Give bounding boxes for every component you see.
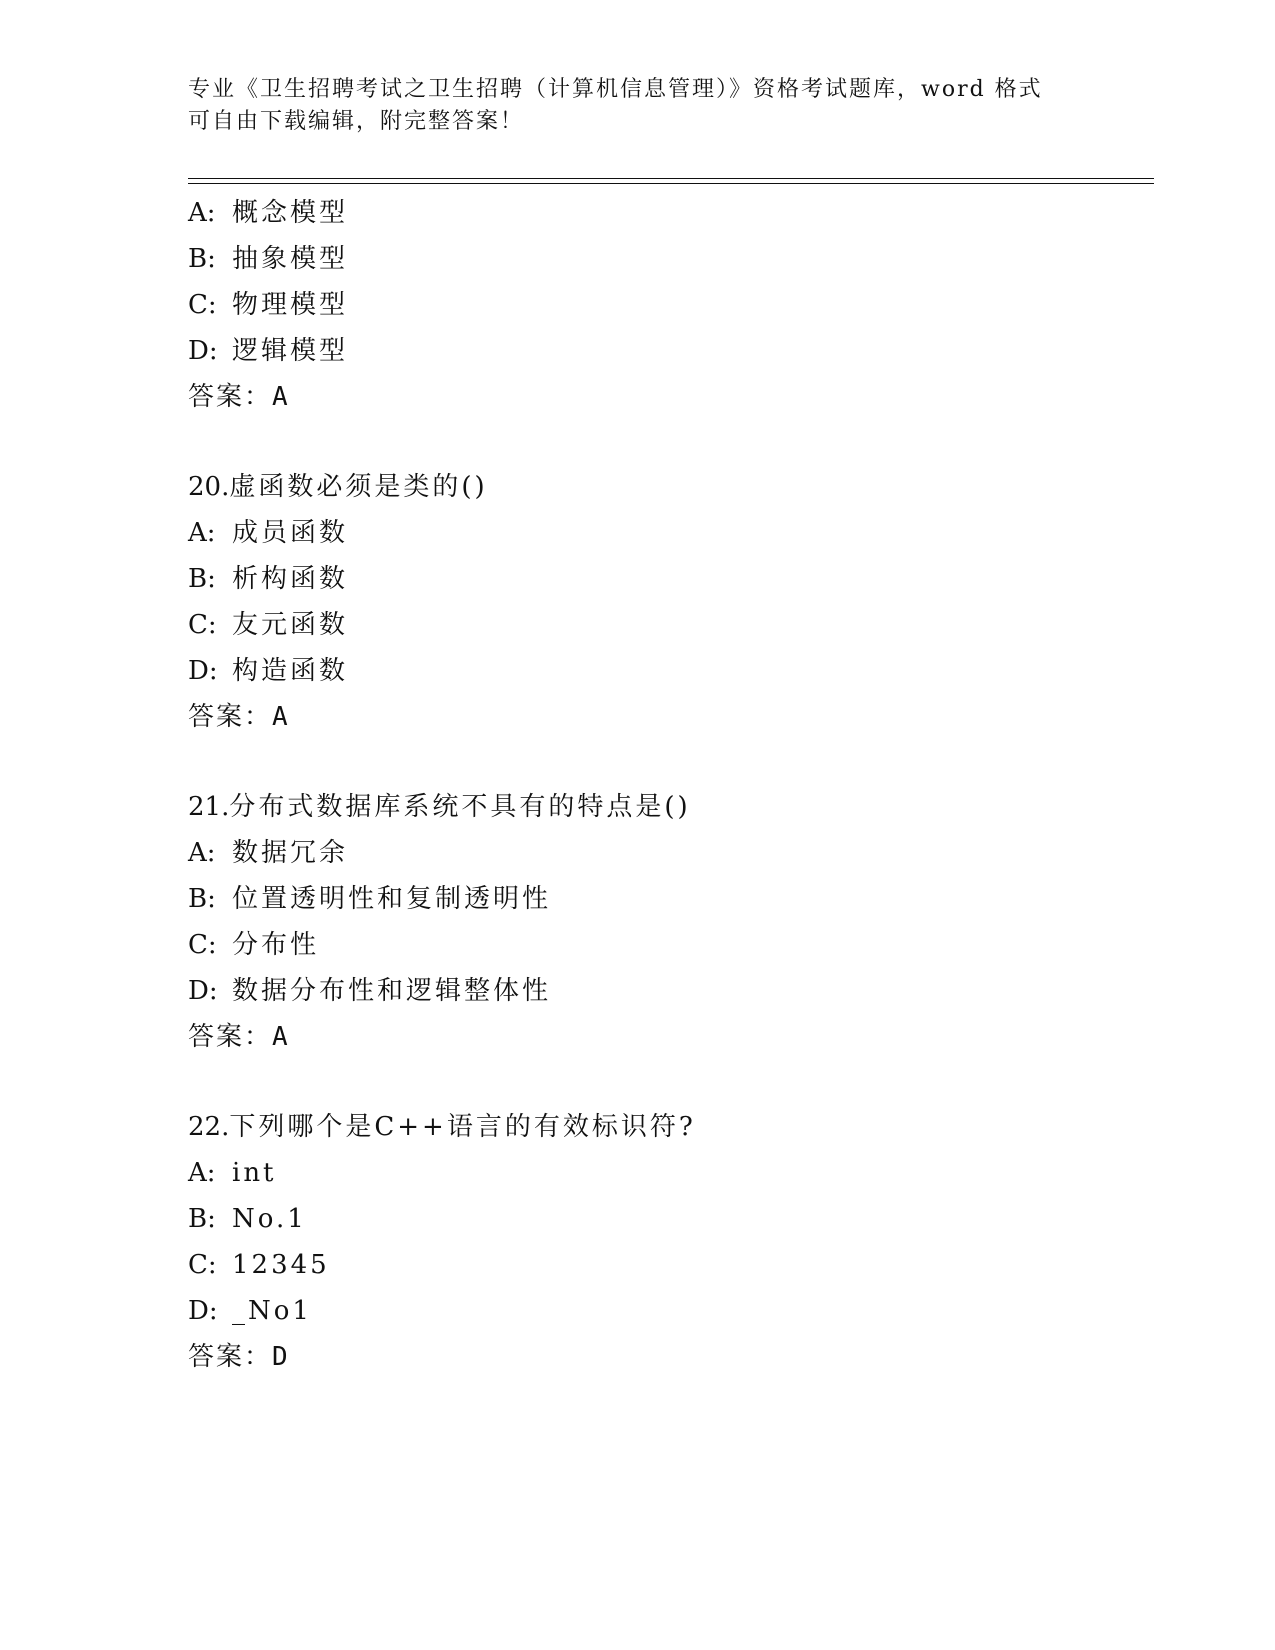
question-block-21 [188,784,1148,1060]
option-d [188,648,1148,694]
option-text: 友元函数 [232,610,349,640]
option-d [188,328,1148,374]
answer-label: 答案： [188,702,273,732]
option-text: 析构函数 [232,564,349,594]
option-letter: A: [188,1158,216,1188]
option-a [188,1150,1148,1196]
option-letter: C: [188,610,217,640]
option-a [188,190,1148,236]
option-d [188,1288,1148,1334]
option-c [188,922,1148,968]
option-letter: D: [188,336,218,366]
question-number: 22. [188,1112,230,1142]
answer-value: A [272,1022,290,1052]
option-b [188,1196,1148,1242]
question-list [188,190,1148,1380]
option-letter: B: [188,244,216,274]
option-text: 位置透明性和复制透明性 [232,884,552,914]
option-letter: B: [188,1204,216,1234]
header-line-2: 可自由下载编辑，附完整答案！ [188,109,525,134]
answer-line [188,1014,1148,1060]
answer-label: 答案： [188,1022,273,1052]
question-text: 分布式数据库系统不具有的特点是() [229,792,691,822]
option-a [188,830,1148,876]
option-letter: D: [188,656,218,686]
question-block-19 [188,190,1148,420]
header-divider-bottom [188,183,1154,184]
answer-line [188,694,1148,740]
header-line-1: 专业《卫生招聘考试之卫生招聘（计算机信息管理）》资格考试题库，word 格式 [188,77,1043,102]
question-text: 下列哪个是C++语言的有效标识符? [229,1112,696,1142]
option-letter: C: [188,1250,217,1280]
option-letter: A: [188,518,216,548]
answer-value: D [272,1342,290,1372]
option-letter: D: [188,1296,218,1326]
question-stem [188,784,1148,830]
option-text: _No1 [232,1296,312,1326]
option-text: 12345 [232,1250,330,1280]
answer-value: A [272,382,290,412]
option-text: 数据冗余 [232,838,349,868]
answer-label: 答案： [188,382,273,412]
option-text: 逻辑模型 [232,336,349,366]
option-text: 分布性 [232,930,320,960]
option-b [188,556,1148,602]
option-b [188,236,1148,282]
option-letter: C: [188,290,217,320]
option-c [188,1242,1148,1288]
option-c [188,282,1148,328]
answer-line [188,1334,1148,1380]
option-text: 成员函数 [232,518,349,548]
option-text: 数据分布性和逻辑整体性 [232,976,552,1006]
option-letter: B: [188,564,216,594]
option-c [188,602,1148,648]
option-letter: C: [188,930,217,960]
option-b [188,876,1148,922]
question-number: 20. [188,472,230,502]
header-divider-top [188,178,1154,179]
answer-label: 答案： [188,1342,273,1372]
question-number: 21. [188,792,230,822]
option-letter: A: [188,198,216,228]
question-block-22 [188,1104,1148,1380]
option-text: 概念模型 [232,198,349,228]
question-stem [188,1104,1148,1150]
question-block-20 [188,464,1148,740]
question-stem [188,464,1148,510]
option-text: 构造函数 [232,656,349,686]
option-text: int [232,1158,277,1188]
answer-line [188,374,1148,420]
option-text: 抽象模型 [232,244,349,274]
question-text: 虚函数必须是类的() [229,472,488,502]
option-text: No.1 [232,1204,307,1234]
option-a [188,510,1148,556]
option-letter: A: [188,838,216,868]
option-text: 物理模型 [232,290,349,320]
answer-value: A [272,702,290,732]
option-letter: B: [188,884,216,914]
option-letter: D: [188,976,218,1006]
document-header [188,74,1088,138]
option-d [188,968,1148,1014]
